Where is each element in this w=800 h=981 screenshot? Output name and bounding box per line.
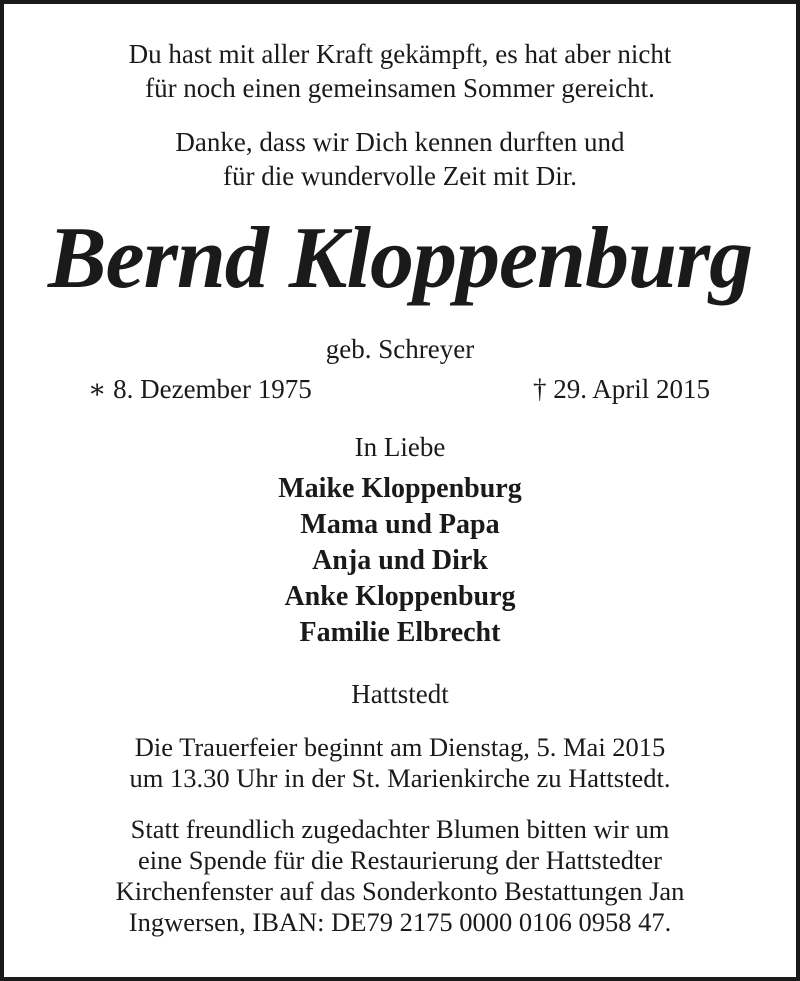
death-date: † 29. April 2015 — [532, 374, 710, 404]
quote-line: für noch einen gemeinsamen Sommer gereicht. — [145, 73, 655, 103]
mourner: Anke Kloppenburg — [284, 581, 516, 612]
in-love-label: In Liebe — [354, 432, 446, 462]
birth-name: geb. Schreyer — [325, 334, 475, 364]
deceased-name: Bernd Kloppenburg — [47, 210, 753, 307]
thanks-quote — [4, 125, 796, 193]
place: Hattstedt — [351, 679, 449, 709]
donation-line: Statt freundlich zugedachter Blumen bitten wir um — [130, 814, 670, 844]
donation-line: Ingwersen, IBAN: DE79 2175 0000 0106 0958 47. — [128, 907, 672, 937]
donation-line: eine Spende für die Restaurierung der Hattstedter — [138, 845, 662, 875]
mourners-list — [4, 471, 796, 651]
quote-line: für die wundervolle Zeit mit Dir. — [223, 161, 577, 191]
donation-info — [4, 814, 796, 938]
quote-line: Du hast mit aller Kraft gekämpft, es hat aber nicht — [128, 39, 672, 69]
life-dates — [4, 372, 796, 408]
donation-line: Kirchenfenster auf das Sonderkonto Bestattungen Jan — [115, 876, 685, 906]
service-line: Die Trauerfeier beginnt am Dienstag, 5. Mai 2015 — [134, 732, 666, 762]
birth-date: ∗ 8. Dezember 1975 — [88, 374, 312, 404]
service-info — [4, 732, 796, 794]
mourner: Mama und Papa — [300, 509, 500, 540]
mourner: Maike Kloppenburg — [278, 473, 522, 504]
mourner: Anja und Dirk — [312, 545, 488, 576]
quote-line: Danke, dass wir Dich kennen durften und — [175, 127, 625, 157]
mourner: Familie Elbrecht — [299, 617, 501, 648]
service-line: um 13.30 Uhr in der St. Marienkirche zu Hattstedt. — [129, 763, 671, 793]
opening-quote — [4, 37, 796, 105]
